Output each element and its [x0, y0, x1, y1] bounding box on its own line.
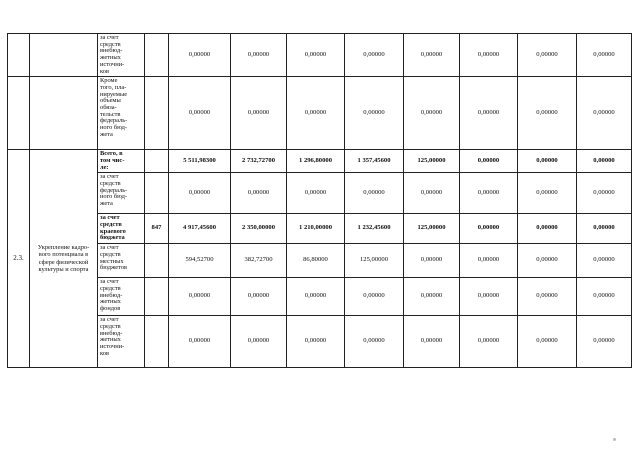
table-row — [8, 214, 632, 244]
value-cell: 0,00000 — [287, 173, 345, 214]
value-cell: 0,00000 — [169, 316, 231, 368]
value-cell: 125,00000 — [345, 244, 404, 278]
code-cell-empty — [145, 173, 169, 214]
value-cell: 0,00000 — [345, 278, 404, 316]
value-cell: 0,00000 — [460, 244, 518, 278]
value-cell: 1 357,45600 — [345, 150, 404, 173]
table-row — [8, 77, 632, 150]
value-cell: 0,00000 — [518, 214, 577, 244]
value-cell: 0,00000 — [231, 278, 287, 316]
item-name-cell-empty — [30, 77, 98, 150]
value-cell: 0,00000 — [404, 34, 460, 77]
value-cell: 0,00000 — [460, 173, 518, 214]
value-cell: 1 296,80000 — [287, 150, 345, 173]
value-cell: 0,00000 — [577, 150, 632, 173]
value-cell: 0,00000 — [460, 150, 518, 173]
value-cell: 5 511,98300 — [169, 150, 231, 173]
item-number: 2.3. — [8, 150, 30, 368]
value-cell: 0,00000 — [577, 34, 632, 77]
value-cell: 0,00000 — [169, 34, 231, 77]
value-cell: 0,00000 — [231, 77, 287, 150]
value-cell: 86,80000 — [287, 244, 345, 278]
funding-source-cell: Кроме того, пла- нируемые объемы обяза- тельств федераль- ного бюд- жета — [98, 77, 145, 150]
funding-source-cell: за счет средств внебюд- жетных источни- ков — [98, 34, 145, 77]
value-cell: 0,00000 — [345, 34, 404, 77]
funding-source-cell: за счет средств внебюд- жетных фондов — [98, 278, 145, 316]
value-cell: 0,00000 — [577, 316, 632, 368]
value-cell: 0,00000 — [577, 214, 632, 244]
value-cell: 2 350,00000 — [231, 214, 287, 244]
funding-source-cell: за счет средств внебюд- жетных источни- ков — [98, 316, 145, 368]
budget-code: 847 — [145, 214, 169, 244]
value-cell: 0,00000 — [169, 77, 231, 150]
value-cell: 0,00000 — [577, 173, 632, 214]
value-cell: 0,00000 — [518, 34, 577, 77]
funding-source-cell: за счет средств федераль- ного бюд- жета — [98, 173, 145, 214]
value-cell: 0,00000 — [460, 278, 518, 316]
value-cell: 2 732,72700 — [231, 150, 287, 173]
code-cell-empty — [145, 316, 169, 368]
value-cell: 0,00000 — [345, 77, 404, 150]
value-cell: 382,72700 — [231, 244, 287, 278]
value-cell: 0,00000 — [231, 316, 287, 368]
code-cell-empty — [145, 278, 169, 316]
item-number-cell-empty — [8, 77, 30, 150]
value-cell: 594,52700 — [169, 244, 231, 278]
funding-source-cell: за счет средств краевого бюджета — [98, 214, 145, 244]
value-cell: 0,00000 — [460, 77, 518, 150]
item-name-cell-empty — [30, 34, 98, 77]
code-cell-empty — [145, 244, 169, 278]
value-cell: 0,00000 — [404, 244, 460, 278]
value-cell: 0,00000 — [231, 173, 287, 214]
value-cell: 1 232,45600 — [345, 214, 404, 244]
value-cell: 0,00000 — [287, 34, 345, 77]
budget-table — [7, 33, 632, 368]
table-row — [8, 316, 632, 368]
value-cell: 0,00000 — [231, 34, 287, 77]
funding-source-cell: за счет средств местных бюджетов — [98, 244, 145, 278]
value-cell: 4 917,45600 — [169, 214, 231, 244]
value-cell: 0,00000 — [518, 173, 577, 214]
code-cell-empty — [145, 150, 169, 173]
value-cell: 125,00000 — [404, 214, 460, 244]
value-cell: 0,00000 — [169, 173, 231, 214]
value-cell: 0,00000 — [404, 316, 460, 368]
table-row — [8, 150, 632, 173]
value-cell: 0,00000 — [345, 316, 404, 368]
value-cell: 0,00000 — [287, 316, 345, 368]
value-cell: 0,00000 — [169, 278, 231, 316]
code-cell-empty — [145, 77, 169, 150]
table-row — [8, 34, 632, 77]
value-cell: 0,00000 — [577, 278, 632, 316]
value-cell: 0,00000 — [460, 34, 518, 77]
code-cell-empty — [145, 34, 169, 77]
item-name: Укрепление кадро- вого потенциала в сфере физической культуры и спорта — [30, 150, 98, 368]
scan-speck — [613, 438, 616, 441]
value-cell: 1 210,00000 — [287, 214, 345, 244]
value-cell: 0,00000 — [460, 316, 518, 368]
value-cell: 0,00000 — [404, 77, 460, 150]
value-cell: 125,00000 — [404, 150, 460, 173]
table-row — [8, 173, 632, 214]
table-row — [8, 244, 632, 278]
value-cell: 0,00000 — [577, 77, 632, 150]
value-cell: 0,00000 — [287, 278, 345, 316]
value-cell: 0,00000 — [518, 150, 577, 173]
value-cell: 0,00000 — [518, 278, 577, 316]
value-cell: 0,00000 — [345, 173, 404, 214]
value-cell: 0,00000 — [518, 244, 577, 278]
item-number-cell-empty — [8, 34, 30, 77]
value-cell: 0,00000 — [518, 77, 577, 150]
value-cell: 0,00000 — [518, 316, 577, 368]
value-cell: 0,00000 — [460, 214, 518, 244]
funding-source-cell: Всего, в том чис- ле: — [98, 150, 145, 173]
value-cell: 0,00000 — [404, 173, 460, 214]
value-cell: 0,00000 — [404, 278, 460, 316]
table-row — [8, 278, 632, 316]
value-cell: 0,00000 — [577, 244, 632, 278]
value-cell: 0,00000 — [287, 77, 345, 150]
